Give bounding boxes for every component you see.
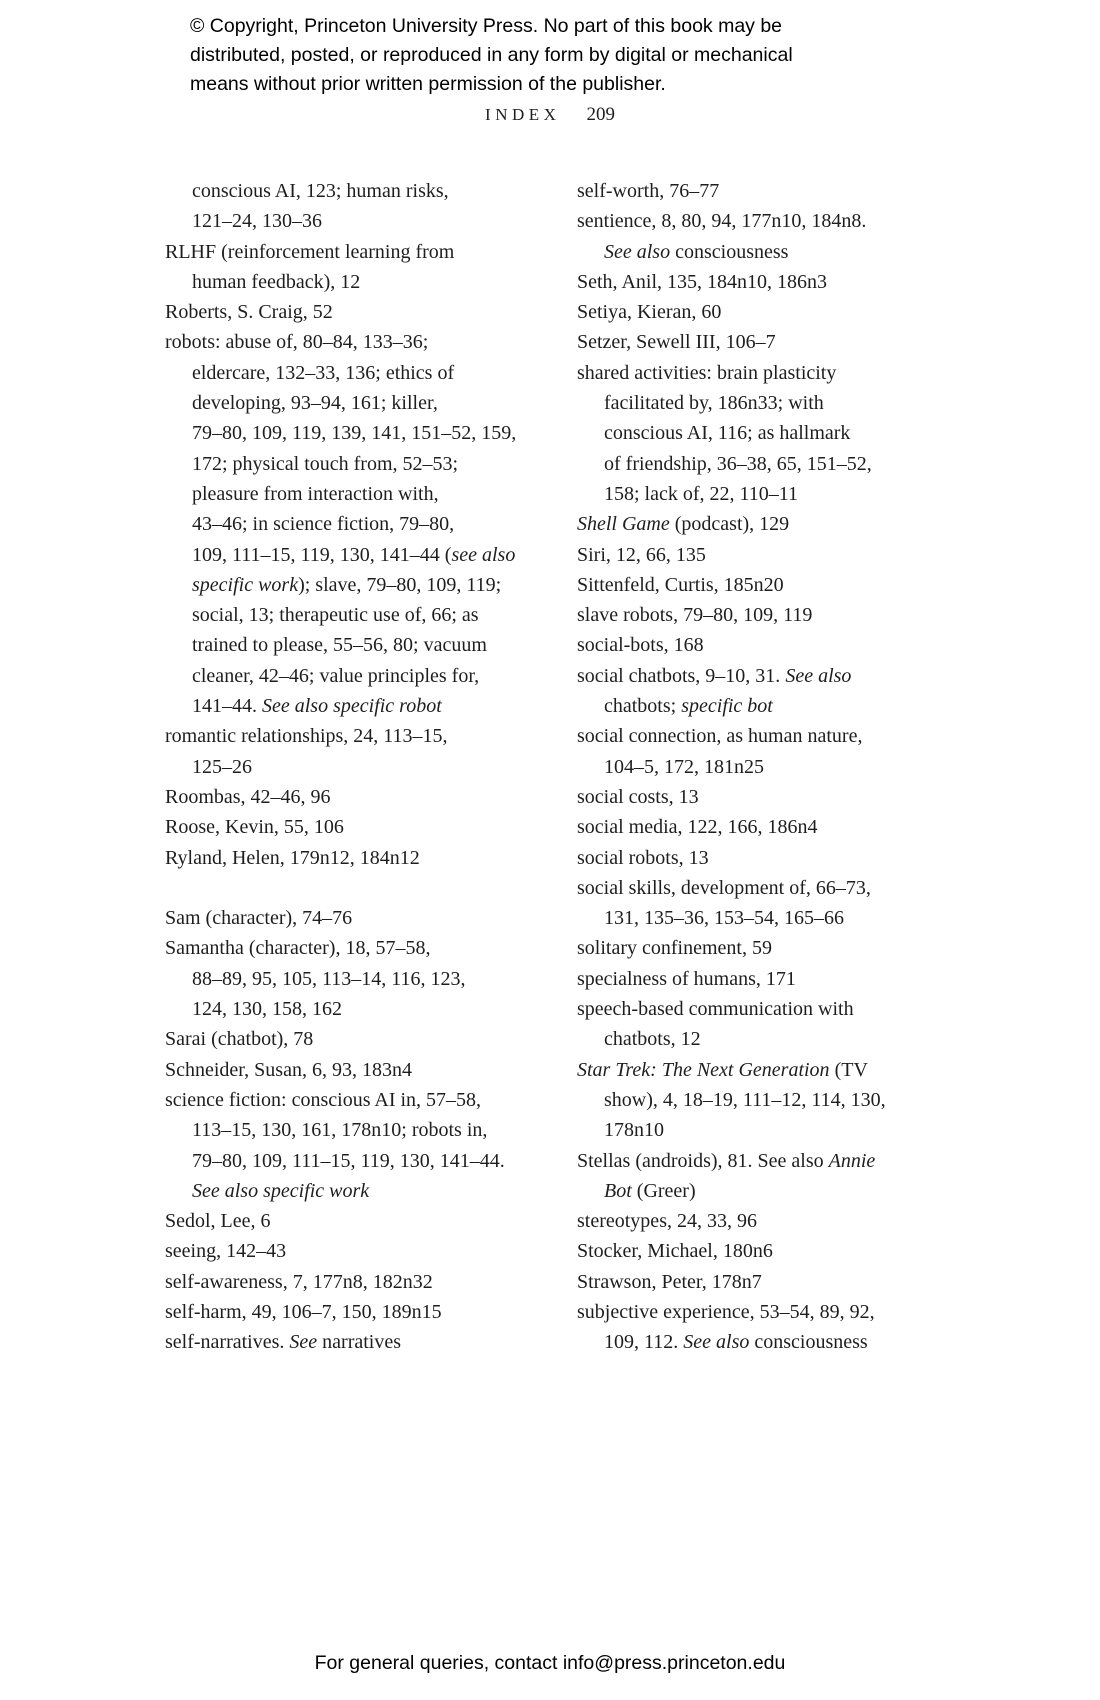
index-line	[165, 1236, 521, 1266]
index-line	[577, 630, 917, 660]
index-line	[577, 418, 917, 448]
index-line-segment: social media, 122, 166, 186n4	[577, 816, 818, 839]
index-line	[577, 1327, 917, 1357]
index-line	[165, 964, 521, 994]
index-line-segment: 124, 130, 158, 162	[192, 998, 342, 1021]
index-line-segment: social connection, as human nature,	[577, 725, 863, 748]
index-line	[577, 206, 917, 236]
index-line-segment: solitary confinement, 59	[577, 937, 772, 960]
index-line	[577, 964, 917, 994]
index-line-segment: conscious AI, 123; human risks,	[192, 180, 449, 202]
index-line	[165, 1085, 521, 1115]
index-line-segment: Schneider, Susan, 6, 93, 183n4	[165, 1058, 412, 1081]
index-line	[577, 297, 917, 327]
index-line-segment: (Greer)	[631, 1179, 696, 1202]
index-line-segment: human feedback), 12	[192, 270, 361, 293]
index-line-italic-segment: See	[289, 1331, 318, 1354]
index-line-italic-segment: Shell Game	[577, 513, 670, 536]
index-line	[577, 691, 917, 721]
running-head	[0, 104, 1100, 126]
index-section-gap	[165, 873, 521, 903]
index-columns	[165, 176, 917, 1358]
index-line-segment: 88–89, 95, 105, 113–14, 116, 123,	[192, 967, 466, 990]
index-line-segment: 172; physical touch from, 52–53;	[192, 452, 459, 475]
index-line	[577, 812, 917, 842]
index-line-segment: consciousness	[749, 1331, 868, 1354]
index-line-segment: social costs, 13	[577, 785, 699, 808]
index-line-italic-segment: See also specific robot	[262, 695, 442, 718]
index-line-segment: facilitated by, 186n33; with	[604, 392, 824, 415]
index-line	[165, 358, 521, 388]
copyright-notice	[190, 12, 910, 99]
index-line-segment: 104–5, 172, 181n25	[604, 755, 764, 778]
index-line-segment: 109, 112.	[604, 1331, 684, 1354]
index-line-segment: self-harm, 49, 106–7, 150, 189n15	[165, 1300, 442, 1323]
index-line-segment: Setzer, Sewell III, 106–7	[577, 331, 776, 354]
index-line-segment: Sam (character), 74–76	[165, 907, 353, 930]
index-line	[577, 237, 917, 267]
index-line-segment: Stellas (androids), 81. See also	[577, 1149, 829, 1172]
index-line-italic-segment: Bot	[604, 1179, 632, 1202]
index-line-italic-segment: See also	[604, 240, 671, 263]
index-line-italic-segment: See also	[785, 664, 852, 687]
index-line-segment: social chatbots, 9–10, 31.	[577, 664, 786, 687]
index-line	[165, 1024, 521, 1054]
index-line-segment: Ryland, Helen, 179n12, 184n12	[165, 846, 420, 869]
index-line-segment: pleasure from interaction with,	[192, 482, 439, 505]
index-line	[165, 1146, 521, 1176]
index-line-segment: self-awareness, 7, 177n8, 182n32	[165, 1270, 433, 1293]
index-line	[577, 267, 917, 297]
index-line	[165, 721, 521, 751]
index-line-segment: RLHF (reinforcement learning from	[165, 240, 455, 263]
copyright-line-1: © Copyright, Princeton University Press. No part of this book may be	[190, 15, 783, 37]
index-line	[165, 933, 521, 963]
index-line	[577, 570, 917, 600]
index-line	[577, 449, 917, 479]
index-line	[165, 661, 521, 691]
index-line	[577, 661, 917, 691]
index-line	[577, 327, 917, 357]
index-line-segment: (podcast), 129	[669, 513, 790, 536]
index-column-right	[577, 176, 917, 1358]
index-line-italic-segment: See also	[683, 1331, 750, 1354]
index-line	[165, 1115, 521, 1145]
index-line	[165, 1176, 521, 1206]
index-line-segment: Strawson, Peter, 178n7	[577, 1270, 762, 1293]
index-line	[165, 206, 521, 236]
index-line	[577, 1176, 917, 1206]
index-line	[165, 449, 521, 479]
index-line-segment: 158; lack of, 22, 110–11	[604, 482, 799, 505]
index-line	[165, 570, 521, 600]
index-line	[577, 176, 917, 206]
index-line	[165, 237, 521, 267]
index-line	[165, 691, 521, 721]
index-line	[165, 297, 521, 327]
index-line	[577, 873, 917, 903]
index-line	[577, 1267, 917, 1297]
index-line-segment: 131, 135–36, 153–54, 165–66	[604, 907, 844, 930]
footer-contact: For general queries, contact info@press.princeton.edu	[314, 1652, 786, 1674]
index-line-segment: Roose, Kevin, 55, 106	[165, 816, 344, 839]
index-line-segment: of friendship, 36–38, 65, 151–52,	[604, 452, 872, 475]
index-line	[165, 630, 521, 660]
index-line	[165, 1327, 521, 1357]
index-line	[165, 267, 521, 297]
index-line	[165, 1297, 521, 1327]
index-line-segment: Seth, Anil, 135, 184n10, 186n3	[577, 270, 828, 293]
index-line-segment: subjective experience, 53–54, 89, 92,	[577, 1300, 875, 1323]
index-line-segment: eldercare, 132–33, 136; ethics of	[192, 361, 455, 384]
index-line-segment: ); slave, 79–80, 109, 119;	[298, 573, 502, 596]
index-line-italic-segment: see also	[451, 543, 516, 566]
index-line	[577, 903, 917, 933]
index-line	[165, 327, 521, 357]
index-line-italic-segment: specific bot	[681, 695, 773, 718]
index-line	[165, 388, 521, 418]
index-line	[577, 994, 917, 1024]
index-line-segment: 109, 111–15, 119, 130, 141–44 (	[192, 543, 452, 566]
index-line-segment: Sedol, Lee, 6	[165, 1210, 271, 1233]
index-line-segment: Roombas, 42–46, 96	[165, 785, 331, 808]
index-line	[577, 721, 917, 751]
index-line	[165, 1267, 521, 1297]
index-line	[577, 933, 917, 963]
index-line-segment: (TV	[829, 1058, 868, 1081]
copyright-line-3: means without prior written permission of the publisher.	[190, 73, 666, 95]
index-line	[577, 1055, 917, 1085]
index-line	[577, 1206, 917, 1236]
index-line-italic-segment: Star Trek: The Next Generation	[577, 1058, 830, 1081]
copyright-line-2: distributed, posted, or reproduced in any form by digital or mechanical	[190, 44, 793, 66]
index-line	[577, 1236, 917, 1266]
index-line	[577, 1146, 917, 1176]
index-line	[165, 782, 521, 812]
index-line	[165, 176, 521, 206]
index-line-segment: Samantha (character), 18, 57–58,	[165, 937, 431, 960]
index-line	[577, 843, 917, 873]
index-line-italic-segment: See also specific work	[192, 1179, 370, 1202]
index-line	[577, 600, 917, 630]
index-line-segment: cleaner, 42–46; value principles for,	[192, 664, 480, 687]
index-line	[577, 1115, 917, 1145]
index-line	[165, 903, 521, 933]
index-line-segment: chatbots, 12	[604, 1028, 701, 1051]
index-line-segment: social, 13; therapeutic use of, 66; as	[192, 604, 479, 627]
index-line-segment: 79–80, 109, 111–15, 119, 130, 141–44.	[192, 1149, 505, 1172]
index-line-segment: romantic relationships, 24, 113–15,	[165, 725, 448, 748]
index-line-segment: 125–26	[192, 755, 252, 778]
index-line-segment: consciousness	[670, 240, 789, 263]
index-line-segment: social-bots, 168	[577, 634, 704, 657]
index-line	[165, 812, 521, 842]
index-line	[577, 479, 917, 509]
index-line	[165, 994, 521, 1024]
index-line-segment: chatbots;	[604, 695, 682, 718]
index-line-segment: social skills, development of, 66–73,	[577, 876, 871, 899]
page-number: 209	[586, 104, 615, 125]
index-line-segment: shared activities: brain plasticity	[577, 361, 837, 384]
index-line-segment: robots: abuse of, 80–84, 133–36;	[165, 331, 429, 354]
index-line-segment: stereotypes, 24, 33, 96	[577, 1210, 757, 1233]
index-line	[165, 418, 521, 448]
index-line-segment: Setiya, Kieran, 60	[577, 301, 722, 324]
index-line	[165, 600, 521, 630]
index-line-segment: developing, 93–94, 161; killer,	[192, 392, 438, 415]
index-line-segment: Sittenfeld, Curtis, 185n20	[577, 573, 784, 596]
index-line-segment: science fiction: conscious AI in, 57–58,	[165, 1088, 482, 1111]
index-line-segment: social robots, 13	[577, 846, 709, 869]
index-line-segment: show), 4, 18–19, 111–12, 114, 130,	[604, 1088, 886, 1111]
index-line	[165, 509, 521, 539]
index-line	[577, 752, 917, 782]
index-line	[165, 1055, 521, 1085]
index-line	[165, 752, 521, 782]
index-column-left	[165, 176, 521, 1358]
index-line-italic-segment: Annie	[828, 1149, 876, 1172]
index-line-segment: specialness of humans, 171	[577, 967, 796, 990]
index-line-segment: seeing, 142–43	[165, 1240, 287, 1263]
index-line-segment: sentience, 8, 80, 94, 177n10, 184n8.	[577, 210, 867, 233]
index-line-segment: 43–46; in science fiction, 79–80,	[192, 513, 455, 536]
index-line	[165, 540, 521, 570]
index-line-segment: Stocker, Michael, 180n6	[577, 1240, 773, 1263]
index-line	[577, 540, 917, 570]
index-line-italic-segment: specific work	[192, 573, 299, 596]
index-line-segment: Roberts, S. Craig, 52	[165, 301, 333, 324]
index-line-segment: Siri, 12, 66, 135	[577, 543, 706, 566]
index-line-segment: conscious AI, 116; as hallmark	[604, 422, 851, 445]
index-line-segment: trained to please, 55–56, 80; vacuum	[192, 634, 487, 657]
index-line-segment: speech-based communication with	[577, 998, 854, 1021]
index-line-segment: 113–15, 130, 161, 178n10; robots in,	[192, 1119, 488, 1142]
index-line	[577, 509, 917, 539]
index-line-segment: narratives	[317, 1331, 402, 1354]
index-line-segment: 79–80, 109, 119, 139, 141, 151–52, 159,	[192, 422, 517, 445]
index-line	[165, 479, 521, 509]
index-line-segment: self-worth, 76–77	[577, 180, 720, 202]
index-line-segment: Sarai (chatbot), 78	[165, 1028, 314, 1051]
index-line	[165, 1206, 521, 1236]
index-line-segment: self-narratives.	[165, 1331, 290, 1354]
index-line-segment: slave robots, 79–80, 109, 119	[577, 604, 813, 627]
index-line	[165, 843, 521, 873]
index-line	[577, 358, 917, 388]
index-line	[577, 1024, 917, 1054]
index-line	[577, 1297, 917, 1327]
index-line-segment: 141–44.	[192, 695, 262, 718]
index-heading: INDEX	[485, 105, 561, 124]
index-line-segment: 178n10	[604, 1119, 664, 1142]
index-line	[577, 1085, 917, 1115]
index-line	[577, 388, 917, 418]
index-line-segment: 121–24, 130–36	[192, 210, 322, 233]
index-line	[577, 782, 917, 812]
